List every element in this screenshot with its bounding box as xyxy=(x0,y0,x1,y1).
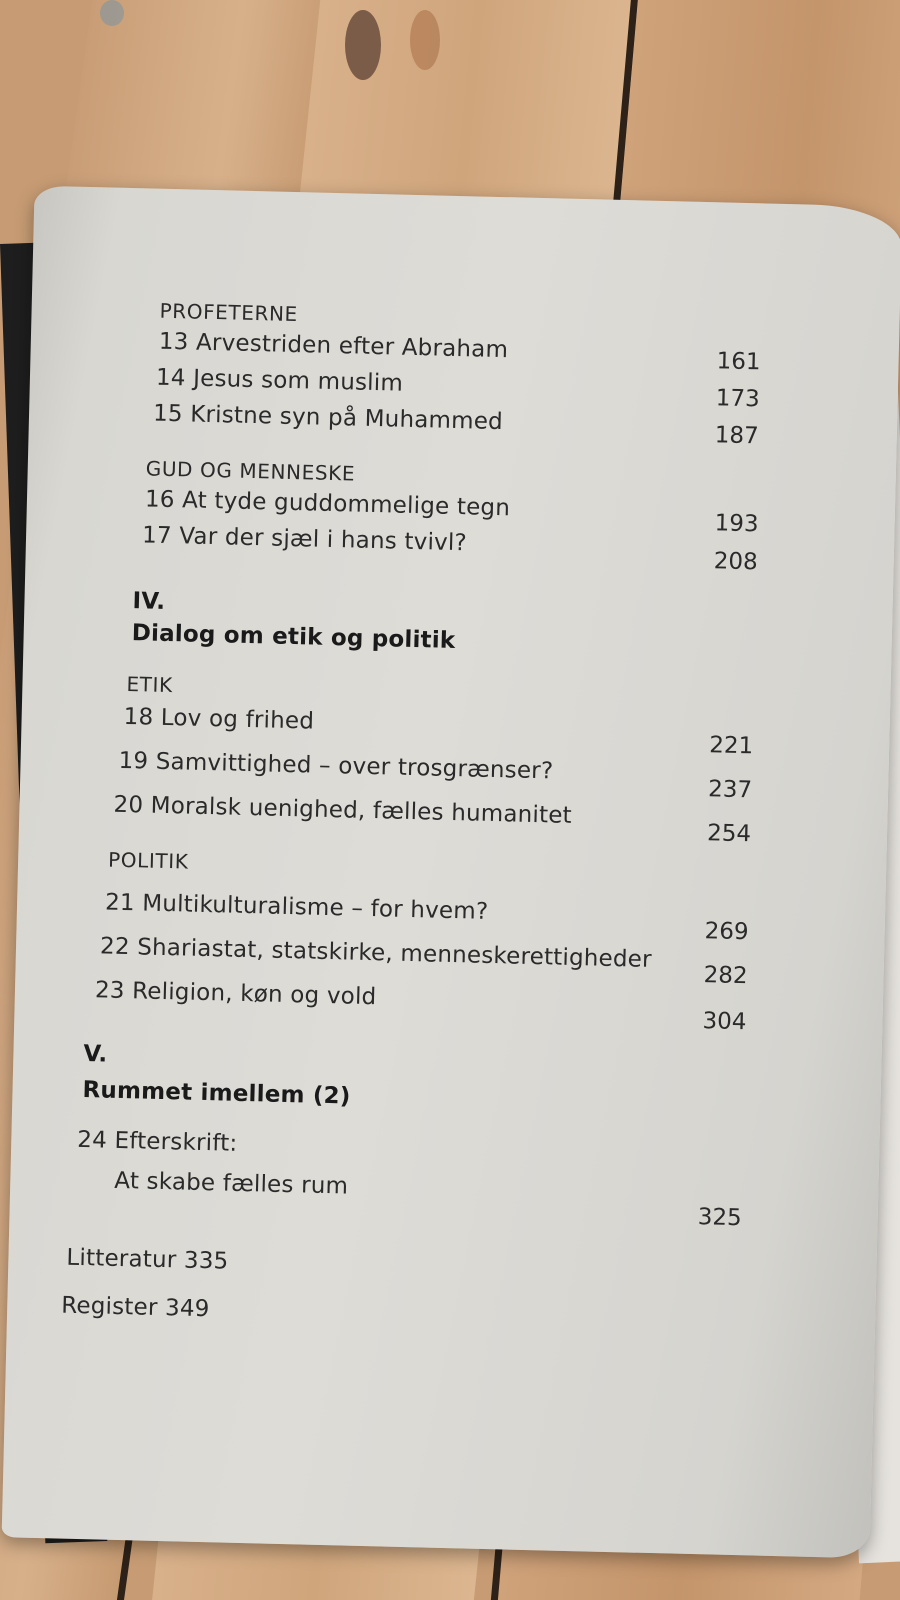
page-number-19: 237 xyxy=(707,776,753,804)
toc-entry-24-label: 24 Efterskrift: xyxy=(77,1126,238,1157)
toc-entry-13: 13 Arvestriden efter Abraham xyxy=(158,328,509,364)
wood-knot xyxy=(100,0,124,26)
toc-entry-15: 15 Kristne syn på Muhammed xyxy=(152,400,504,436)
page-number-20: 254 xyxy=(706,820,752,848)
toc-entry-19: 19 Samvittighed – over trosgrænser? xyxy=(118,747,554,785)
toc-entry-litteratur: Litteratur 335 xyxy=(66,1244,229,1275)
page-number-18: 221 xyxy=(708,732,754,760)
page-number-16: 193 xyxy=(714,510,759,538)
page-number-23: 304 xyxy=(702,1008,747,1036)
part-five-title: Rummet imellem (2) xyxy=(82,1077,351,1110)
toc-entry-22: 22 Shariastat, statskirke, menneskerettigheder xyxy=(99,933,653,973)
toc-entry-16: 16 At tyde guddommelige tegn xyxy=(144,486,511,522)
part-four-title: Dialog om etik og politik xyxy=(131,620,456,655)
section-heading-etik: ETIK xyxy=(126,671,174,698)
toc-entry-20: 20 Moralsk uenighed, fælles humanitet xyxy=(113,791,573,829)
section-heading-politik: POLITIK xyxy=(107,847,189,874)
toc-entry-17: 17 Var der sjæl i hans tvivl? xyxy=(141,522,468,557)
book-page xyxy=(2,186,900,1559)
page-number-13: 161 xyxy=(716,348,761,376)
toc-entry-register: Register 349 xyxy=(60,1292,210,1323)
page-number-22: 282 xyxy=(703,962,748,990)
section-heading-gud: GUD OG MENNESKE xyxy=(145,456,356,486)
page-number-21: 269 xyxy=(704,918,749,946)
page-number-24: 325 xyxy=(697,1204,742,1232)
wood-knot xyxy=(410,10,440,70)
part-five-number: V. xyxy=(83,1041,108,1068)
toc-entry-21: 21 Multikulturalisme – for hvem? xyxy=(104,889,489,925)
toc-entry-24-title: At skabe fælles rum xyxy=(114,1167,349,1200)
toc-entry-23: 23 Religion, køn og vold xyxy=(94,977,377,1011)
page-number-14: 173 xyxy=(715,385,760,413)
toc-entry-18: 18 Lov og frihed xyxy=(123,703,315,735)
part-four-number: IV. xyxy=(132,588,166,615)
page-number-17: 208 xyxy=(713,548,758,576)
page-number-15: 187 xyxy=(714,422,760,450)
toc-entry-14: 14 Jesus som muslim xyxy=(155,364,404,397)
wood-knot xyxy=(345,10,381,80)
section-heading-profeterne: PROFETERNE xyxy=(159,298,299,327)
